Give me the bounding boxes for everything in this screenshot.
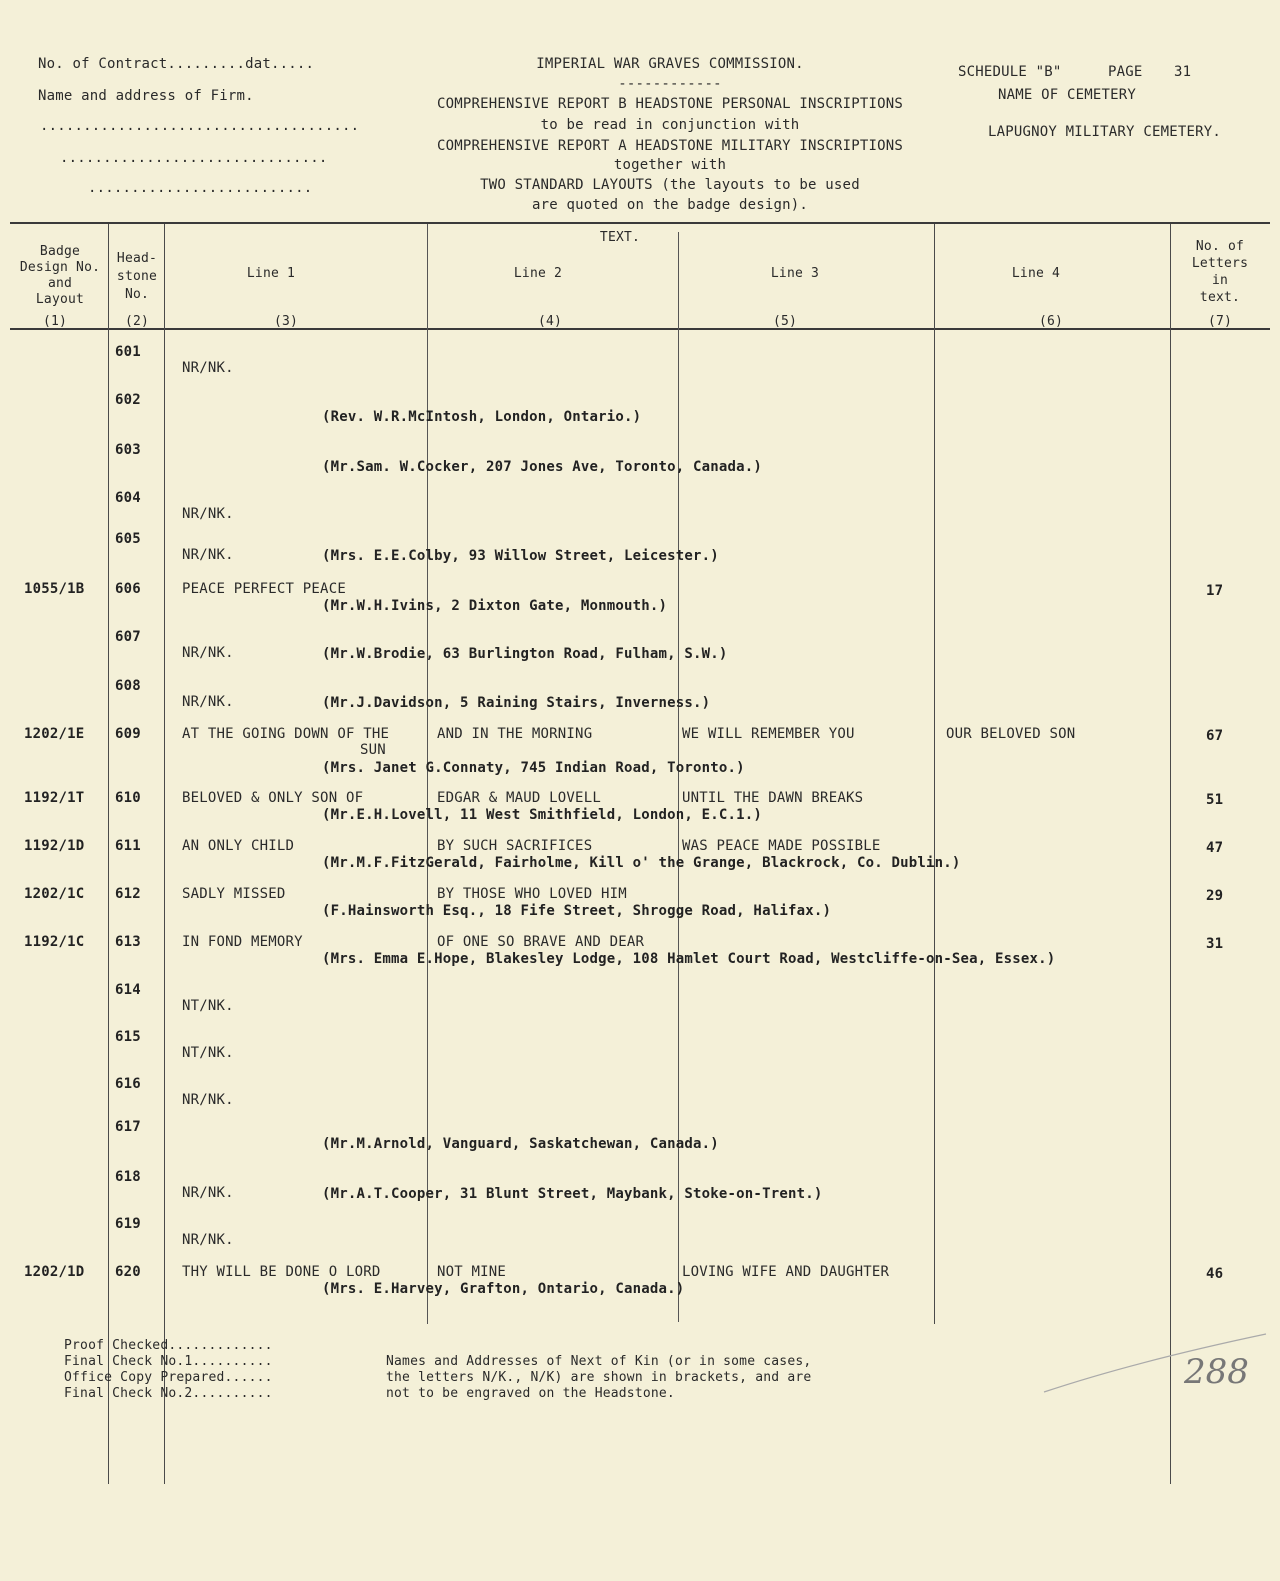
- inscription-line-3: WAS PEACE MADE POSSIBLE: [682, 838, 881, 854]
- next-of-kin-address: (Mr.E.H.Lovell, 11 West Smithfield, London, E.C.1.): [322, 807, 763, 823]
- cemetery-name: LAPUGNOY MILITARY CEMETERY.: [988, 124, 1221, 140]
- line3-number: (5): [772, 314, 798, 329]
- inscription-line-1: IN FOND MEMORY: [182, 934, 303, 950]
- inscription-line-2: OF ONE SO BRAVE AND DEAR: [437, 934, 645, 950]
- line3-header: Line 3: [770, 266, 820, 281]
- next-of-kin-address: (Mrs. Emma E.Hope, Blakesley Lodge, 108 Hamlet Court Road, Westcliffe-on-Sea, Essex.): [322, 951, 1056, 967]
- contract-line: No. of Contract.........dat.....: [38, 56, 315, 72]
- next-of-kin-address: (Mrs. E.E.Colby, 93 Willow Street, Leicester.): [322, 548, 719, 564]
- inscription-line-4: OUR BELOVED SON: [946, 726, 1076, 742]
- subtitle-line-6: are quoted on the badge design).: [531, 197, 809, 213]
- cemetery-label: NAME OF CEMETERY: [998, 87, 1137, 103]
- letter-count: 51: [1206, 792, 1224, 808]
- final-check-2: Final Check No.2..........: [64, 1386, 273, 1401]
- headstone-number: 607: [115, 629, 141, 645]
- next-of-kin-address: (Rev. W.R.McIntosh, London, Ontario.): [322, 409, 642, 425]
- headstone-number: 614: [115, 982, 141, 998]
- page-label: PAGE: [1108, 64, 1143, 80]
- badge-design: 1192/1T: [24, 790, 85, 806]
- headstone-number: 611: [115, 838, 141, 854]
- next-of-kin-address: (F.Hainsworth Esq., 18 Fife Street, Shrogge Road, Halifax.): [322, 903, 832, 919]
- headstone-number: 603: [115, 442, 141, 458]
- next-of-kin-address: (Mr.W.H.Ivins, 2 Dixton Gate, Monmouth.): [322, 598, 668, 614]
- inscription-line-2: AND IN THE MORNING: [437, 726, 593, 742]
- col7-number: (7): [1207, 314, 1233, 329]
- inscription-line-1: AT THE GOING DOWN OF THE: [182, 726, 390, 742]
- commission-title: IMPERIAL WAR GRAVES COMMISSION.: [536, 56, 804, 72]
- office-copy-prepared: Office Copy Prepared......: [64, 1370, 273, 1385]
- headstone-number: 604: [115, 490, 141, 506]
- line2-header: Line 2: [513, 266, 563, 281]
- text-group-header: TEXT.: [599, 230, 641, 245]
- line4-number: (6): [1038, 314, 1064, 329]
- title-separator: ------------: [618, 76, 722, 92]
- line4-header: Line 4: [1011, 266, 1061, 281]
- headstone-number: 610: [115, 790, 141, 806]
- inscription-line-2: EDGAR & MAUD LOVELL: [437, 790, 601, 806]
- letter-count: 47: [1206, 840, 1224, 856]
- headstone-number: 602: [115, 392, 141, 408]
- subtitle-line-1: COMPREHENSIVE REPORT B HEADSTONE PERSONAL INSCRIPTIONS: [437, 96, 903, 112]
- badge-design: 1202/1E: [24, 726, 85, 742]
- subtitle-line-3: COMPREHENSIVE REPORT A HEADSTONE MILITARY INSCRIPTIONS: [437, 138, 903, 154]
- inscription-line-3: UNTIL THE DAWN BREAKS: [682, 790, 864, 806]
- next-of-kin-address: (Mr.W.Brodie, 63 Burlington Road, Fulham, S.W.): [322, 646, 728, 662]
- inscription-line-2: BY SUCH SACRIFICES: [437, 838, 593, 854]
- col-divider-4: [678, 232, 679, 1322]
- inscription-line-2: BY THOSE WHO LOVED HIM: [437, 886, 627, 902]
- badge-design: 1202/1C: [24, 886, 85, 902]
- next-of-kin-address: (Mr.M.F.FitzGerald, Fairholme, Kill o' the Grange, Blackrock, Co. Dublin.): [322, 855, 961, 871]
- headstone-number: 608: [115, 678, 141, 694]
- next-of-kin-address: (Mrs. E.Harvey, Grafton, Ontario, Canada.): [322, 1281, 685, 1297]
- inscription-line-3: LOVING WIFE AND DAUGHTER: [682, 1264, 890, 1280]
- headstone-number: 618: [115, 1169, 141, 1185]
- line1-number: (3): [273, 314, 299, 329]
- badge-design: 1202/1D: [24, 1264, 85, 1280]
- col-divider-6: [1170, 224, 1171, 1484]
- headstone-number: 612: [115, 886, 141, 902]
- firm-dots-3: ..........................: [88, 180, 313, 196]
- firm-dots-2: ...............................: [60, 150, 328, 166]
- next-of-kin-address: (Mr.A.T.Cooper, 31 Blunt Street, Maybank, Stoke-on-Trent.): [322, 1186, 823, 1202]
- inscription-line-1: NR/NK.: [182, 1232, 234, 1248]
- page-number: 31: [1174, 64, 1192, 80]
- firm-line: Name and address of Firm.: [38, 88, 254, 104]
- col-divider-2: [164, 224, 165, 1484]
- pencil-page-number: 288: [1184, 1352, 1249, 1392]
- headstone-number: 609: [115, 726, 141, 742]
- headstone-number: 619: [115, 1216, 141, 1232]
- inscription-line-1: NR/NK.: [182, 547, 234, 563]
- next-of-kin-address: (Mrs. Janet G.Connaty, 745 Indian Road, Toronto.): [322, 760, 745, 776]
- inscription-line-1: NR/NK.: [182, 1092, 234, 1108]
- headstone-number: 616: [115, 1076, 141, 1092]
- letter-count: 29: [1206, 888, 1224, 904]
- inscription-line-1: BELOVED & ONLY SON OF: [182, 790, 364, 806]
- inscription-line-2: NOT MINE: [437, 1264, 507, 1280]
- headstone-number: 620: [115, 1264, 141, 1280]
- inscription-line-1: PEACE PERFECT PEACE: [182, 581, 346, 597]
- line1-header: Line 1: [246, 266, 296, 281]
- proof-checked: Proof Checked.............: [64, 1338, 273, 1353]
- subtitle-line-5: TWO STANDARD LAYOUTS (the layouts to be used: [480, 177, 860, 193]
- inscription-line-1: NR/NK.: [182, 694, 234, 710]
- headstone-number: 617: [115, 1119, 141, 1135]
- next-of-kin-note: Names and Addresses of Next of Kin (or in some cases, the letters N/K., N/K) are shown in brackets, and are not to be engraved on the Headstone.: [386, 1354, 812, 1401]
- badge-design: 1055/1B: [24, 581, 85, 597]
- inscription-line-1: THY WILL BE DONE O LORD: [182, 1264, 381, 1280]
- inscription-line-1: SADLY MISSED: [182, 886, 286, 902]
- col2-header: Head- stone No.: [116, 251, 158, 302]
- next-of-kin-address: (Mr.M.Arnold, Vanguard, Saskatchewan, Canada.): [322, 1136, 719, 1152]
- badge-design: 1192/1C: [24, 934, 85, 950]
- letter-count: 17: [1206, 583, 1224, 599]
- inscription-line-1: NR/NK.: [182, 1185, 234, 1201]
- subtitle-line-4: together with: [613, 157, 727, 173]
- col1-number: (1): [42, 314, 68, 329]
- pencil-stroke: [1040, 1330, 1270, 1400]
- check-list: [64, 1338, 273, 1402]
- letter-count: 46: [1206, 1266, 1224, 1282]
- letter-count: 67: [1206, 728, 1224, 744]
- headstone-number: 605: [115, 531, 141, 547]
- final-check-1: Final Check No.1..........: [64, 1354, 273, 1369]
- table-top-rule: [10, 222, 1270, 224]
- line2-number: (4): [537, 314, 563, 329]
- col2-number: (2): [124, 314, 150, 329]
- schedule-label: SCHEDULE "B": [958, 64, 1062, 80]
- inscription-line-1: NR/NK.: [182, 506, 234, 522]
- headstone-number: 606: [115, 581, 141, 597]
- headstone-number: 615: [115, 1029, 141, 1045]
- next-of-kin-address: (Mr.J.Davidson, 5 Raining Stairs, Inverness.): [322, 695, 711, 711]
- next-of-kin-address: (Mr.Sam. W.Cocker, 207 Jones Ave, Toronto, Canada.): [322, 459, 763, 475]
- headstone-number: 613: [115, 934, 141, 950]
- inscription-line-3: WE WILL REMEMBER YOU: [682, 726, 855, 742]
- inscription-line-1: NT/NK.: [182, 998, 234, 1014]
- inscription-line-1: NR/NK.: [182, 360, 234, 376]
- headstone-number: 601: [115, 344, 141, 360]
- firm-dots-1: .....................................: [40, 118, 360, 134]
- badge-design: 1192/1D: [24, 838, 85, 854]
- col-divider-5: [934, 224, 935, 1324]
- inscription-line-1: NR/NK.: [182, 645, 234, 661]
- letter-count: 31: [1206, 936, 1224, 952]
- inscription-line-1-cont: SUN: [360, 742, 386, 758]
- col7-header: No. of Letters in text.: [1191, 239, 1249, 305]
- col1-header: Badge Design No. and Layout: [19, 244, 101, 307]
- subtitle-line-2: to be read in conjunction with: [540, 117, 800, 133]
- inscription-line-1: NT/NK.: [182, 1045, 234, 1061]
- col-divider-1: [108, 224, 109, 1484]
- inscription-line-1: AN ONLY CHILD: [182, 838, 295, 854]
